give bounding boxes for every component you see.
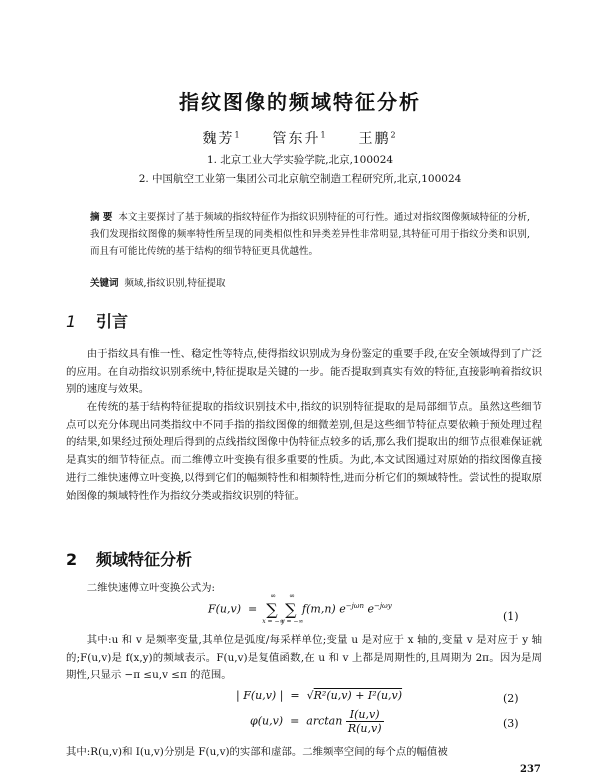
section-heading bbox=[66, 547, 192, 570]
affiliation-line: 1. 北京工业大学实验学院,北京,100024 bbox=[206, 154, 394, 166]
body-paragraph: 二维快速傅立叶变换公式为: bbox=[86, 582, 215, 594]
author-name: 王鹏 bbox=[358, 131, 391, 147]
page-number: 237 bbox=[520, 764, 541, 775]
equation-number: (2) bbox=[503, 692, 519, 705]
abstract-label: 摘 要 bbox=[90, 212, 113, 223]
section-number: 1 bbox=[66, 312, 77, 331]
author-affil-mark: 1 bbox=[234, 130, 242, 140]
equation-number: (3) bbox=[503, 717, 519, 730]
author-affil-mark: 1 bbox=[320, 130, 328, 140]
abstract bbox=[90, 209, 530, 260]
section-heading bbox=[66, 309, 128, 332]
affiliation-line: 2. 中国航空工业第一集团公司北京航空制造工程研究所,北京,100024 bbox=[138, 173, 462, 185]
body-paragraph: 其中:R(u,v)和 I(u,v)分别是 F(u,v)的实部和虚部。二维频率空间的每个点的幅值被 bbox=[66, 746, 448, 758]
section-title: 频域特征分析 bbox=[96, 550, 193, 569]
author-name: 管东升 bbox=[272, 131, 321, 147]
keywords-text: 频域,指纹识别,特征提取 bbox=[124, 278, 226, 289]
body-paragraph: 由于指纹具有惟一性、稳定性等特点,使得指纹识别成为身份鉴定的重要手段,在安全领域得到了广泛的应用。在自动指纹识别系统中,特征提取是关键的一步。能否提取到真实有效的特征,直接影响着指纹识别的速度与效果。 bbox=[66, 348, 542, 396]
equation-fft: F(u,v) = ∑ ∞ x = −∞ ∑ ∞ y = −∞ f(m,n) $e^{-j\omega n}$ $e^{-j\omega y}$ bbox=[208, 592, 392, 625]
abstract-text: 本文主要探讨了基于频域的指纹特征作为指纹识别特征的可行性。通过对指纹图像频域特征的分析,我们发现指纹图像的频率特性所呈现的同类相似性和异类差异性非常明显,其特征可用于指纹分类和识别,而且有可能比传统的基于结构的细节特征更具优越性。 bbox=[90, 212, 530, 257]
author-affil-mark: 2 bbox=[390, 130, 398, 140]
equation-magnitude: | F(u,v) | = √R²(u,v) + I²(u,v) bbox=[236, 689, 403, 702]
section-title: 引言 bbox=[96, 312, 129, 331]
body-paragraph: 其中:u 和 v 是频率变量,其单位是弧度/每采样单位;变量 u 是对应于 x 轴的,变量 v 是对应于 y 轴的;F(u,v)是 f(x,y)的频域表示。F(u,v)是复值函数,在 u 和 v 上都是周期性的,且周期为 2π。因为是周期性,只显示 −π ≤u,v ≤π 的范围。 bbox=[66, 634, 542, 682]
author-list bbox=[0, 128, 600, 148]
equation-number: (1) bbox=[503, 610, 519, 623]
equation-phase: φ(u,v) = arctan $\frac{I(u,v)}{R(u,v)}$ bbox=[250, 708, 382, 735]
paper-title: 指纹图像的频域特征分析 bbox=[179, 90, 421, 114]
author-name: 魏芳 bbox=[202, 131, 235, 147]
section-number: 2 bbox=[66, 550, 78, 569]
keywords bbox=[90, 275, 530, 289]
keywords-label: 关键词 bbox=[90, 278, 119, 289]
body-paragraph: 在传统的基于结构特征提取的指纹识别技术中,指纹的识别特征提取的是局部细节点。虽然这些细节点可以充分体现出同类指纹中不同手指的指纹图像的细微差别,但是这些细节特征点要依赖于预处理过程的结果,如果经过预处理后得到的点线指纹图像中伪特征点较多的话,那么我们提取出的细节点很难保证就是真实的细节特征点。而二维傅立叶变换有很多重要的性质。为此,本文试图通过对原始的指纹图像直接进行二维快速傅立叶变换,以得到它们的幅频特性和相频特性,进而分析它们的频域特性。尝试性的提取原始图像的频域特性作为指纹分类或指纹识别的特征。 bbox=[66, 401, 542, 502]
